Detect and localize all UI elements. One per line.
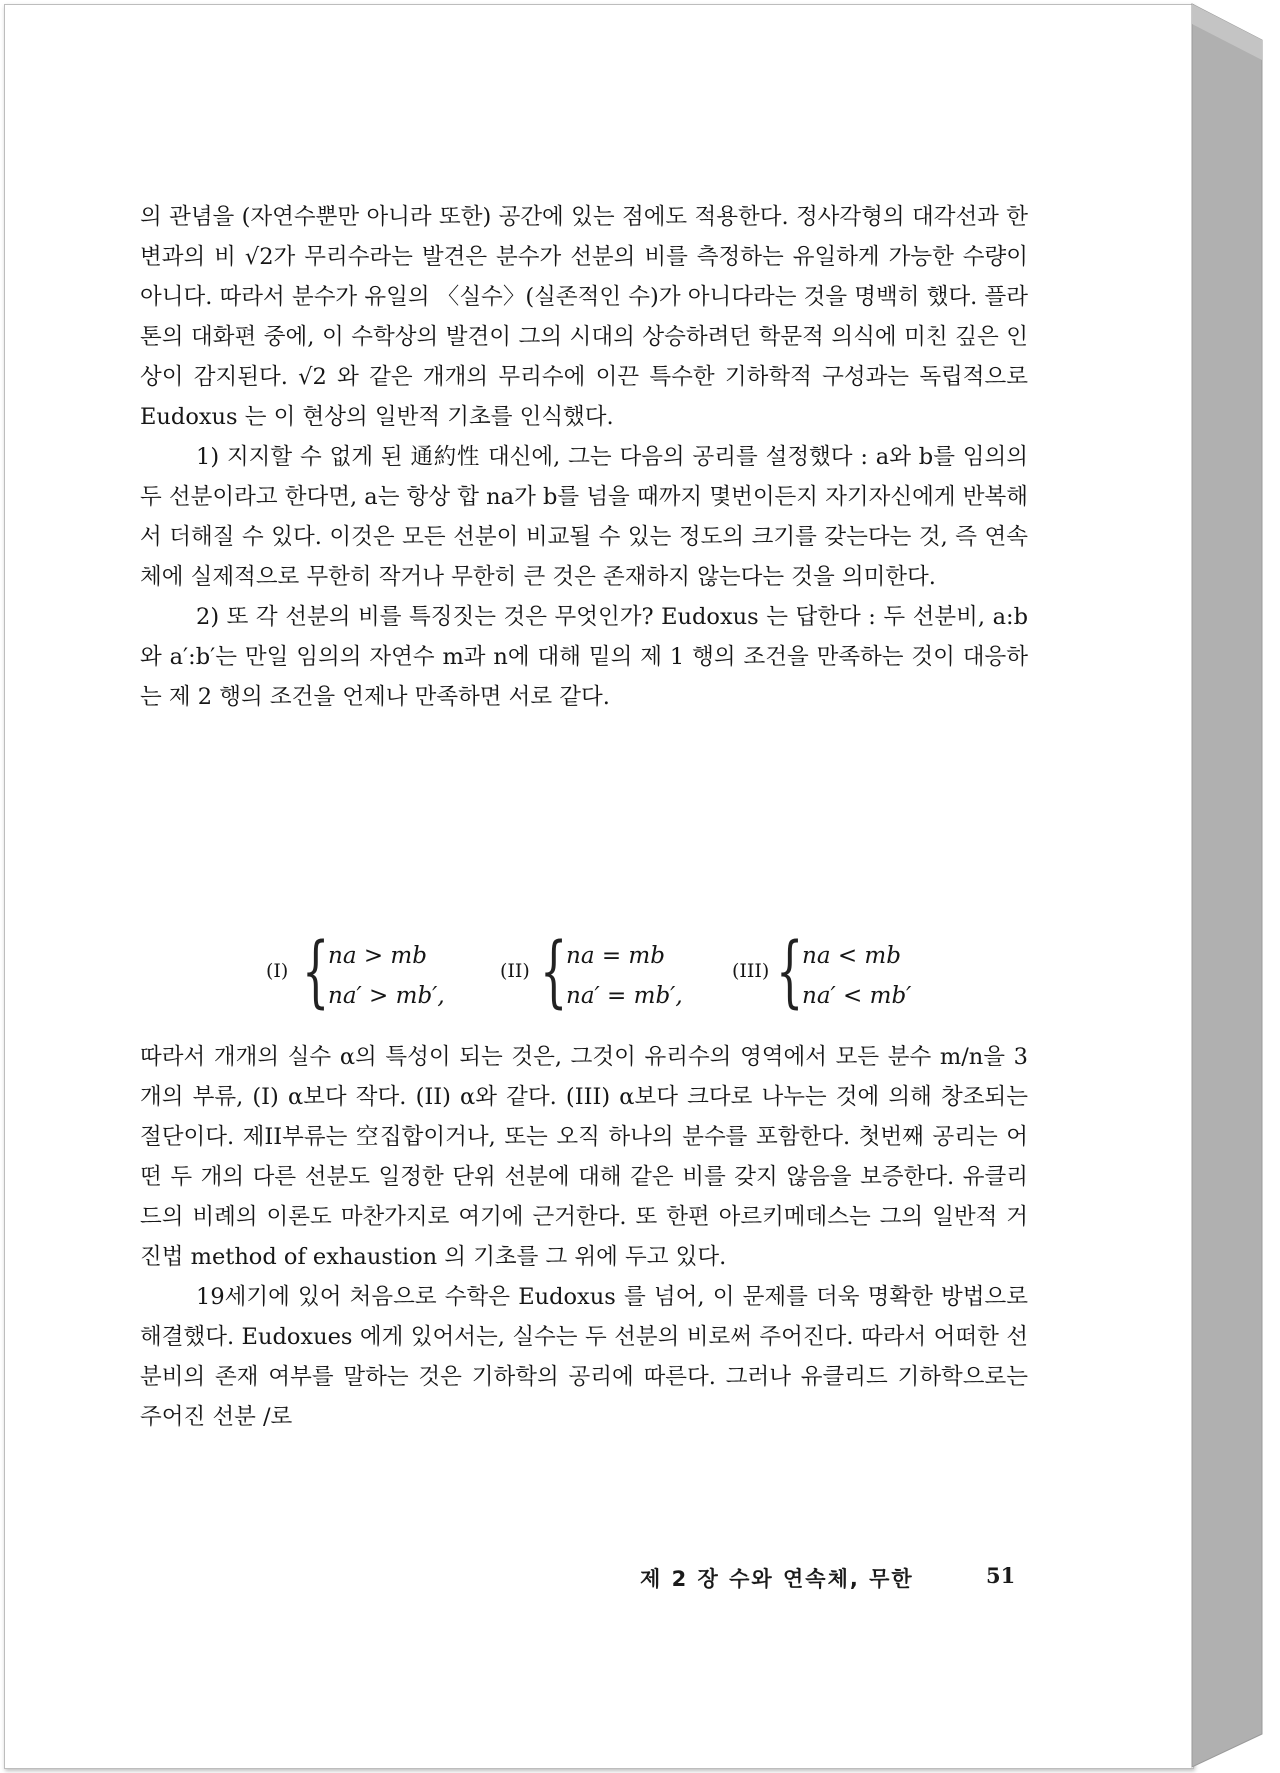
- formula-line: na′ < mb′: [802, 983, 912, 1009]
- formula-line: na′ = mb′,: [566, 983, 683, 1009]
- brace-symbol: {: [302, 927, 330, 1017]
- formula-line: na < mb: [802, 943, 901, 969]
- formula-label: (III): [732, 960, 770, 982]
- body-text: [140, 197, 1028, 717]
- paragraph-axiom-2: 2) 또 각 선분의 비를 특징짓는 것은 무엇인가? Eudoxus 는 답한다 : 두 선분비, a:b와 a′:b′는 만일 임의의 자연수 m과 n에 대해 밑의 제 1 행의 조건을 만족하는 것이 대응하는 제 2 행의 조건을 언제나 만족하면 서로 같다.: [140, 604, 1028, 710]
- brace-symbol: {: [776, 927, 804, 1017]
- paragraph-19th-century: 19세기에 있어 처음으로 수학은 Eudoxus 를 넘어, 이 문제를 더욱 명확한 방법으로 해결했다. Eudoxues 에게 있어서는, 실수는 두 선분의 비로써 주어진다. 따라서 어떠한 선분비의 존재 여부를 말하는 것은 기하학의 공리에 따른다. 그러나 유클리드 기하학으로는 주어진 선분 /로: [140, 1284, 1028, 1430]
- formula-line: na′ > mb′,: [328, 983, 445, 1009]
- brace-symbol: {: [540, 927, 568, 1017]
- paragraph-intro: 의 관념을 (자연수뿐만 아니라 또한) 공간에 있는 점에도 적용한다. 정사각형의 대각선과 한변과의 비 √2가 무리수라는 발견은 분수가 선분의 비를 측정하는 유일하게 가능한 수량이 아니다. 따라서 분수가 유일의 〈실수〉(실존적인 수)가 아니다라는 것을 명백히 했다. 플라톤의 대화편 중에, 이 수학상의 발견이 그의 시대의 상승하려던 학문적 의식에 미친 깊은 인상이 감지된다. √2 와 같은 개개의 무리수에 이끈 특수한 기하학적 구성과는 독립적으로 Eudoxus 는 이 현상의 일반적 기초를 인식했다.: [140, 204, 1028, 430]
- formula-label: (II): [500, 960, 530, 982]
- running-footer: 제 2 장 수와 연속체, 무한: [640, 1567, 914, 1591]
- page-number: 51: [986, 1563, 1016, 1588]
- formula-group: [266, 927, 966, 1017]
- formula-line: na = mb: [566, 943, 665, 969]
- paragraph-axiom-1: 1) 지지할 수 없게 된 通約性 대신에, 그는 다음의 공리를 설정했다 : a와 b를 임의의 두 선분이라고 한다면, a는 항상 합 na가 b를 넘을 때까지 몇번이든지 자기자신에게 반복해서 더해질 수 있다. 이것은 모든 선분이 비교될 수 있는 정도의 크기를 갖는다는 것, 즉 연속체에 실제적으로 무한히 작거나 무한히 큰 것은 존재하지 않는다는 것을 의미한다.: [140, 444, 1028, 590]
- paragraph-cut: 따라서 개개의 실수 α의 특성이 되는 것은, 그것이 유리수의 영역에서 모든 분수 m/n을 3개의 부류, (I) α보다 작다. (II) α와 같다. (III) α보다 크다로 나누는 것에 의해 창조되는 절단이다. 제II부류는 空집합이거나, 또는 오직 하나의 분수를 포함한다. 첫번째 공리는 어떤 두 개의 다른 선분도 일정한 단위 선분에 대해 같은 비를 갖지 않음을 보증한다. 유클리드의 비례의 이론도 마찬가지로 여기에 근거한다. 또 한편 아르키메데스는 그의 일반적 거진법 method of exhaustion 의 기초를 그 위에 두고 있다.: [140, 1044, 1028, 1270]
- formula-label: (I): [266, 960, 289, 982]
- formula-line: na > mb: [328, 943, 427, 969]
- body-text-continued: [140, 1037, 1028, 1437]
